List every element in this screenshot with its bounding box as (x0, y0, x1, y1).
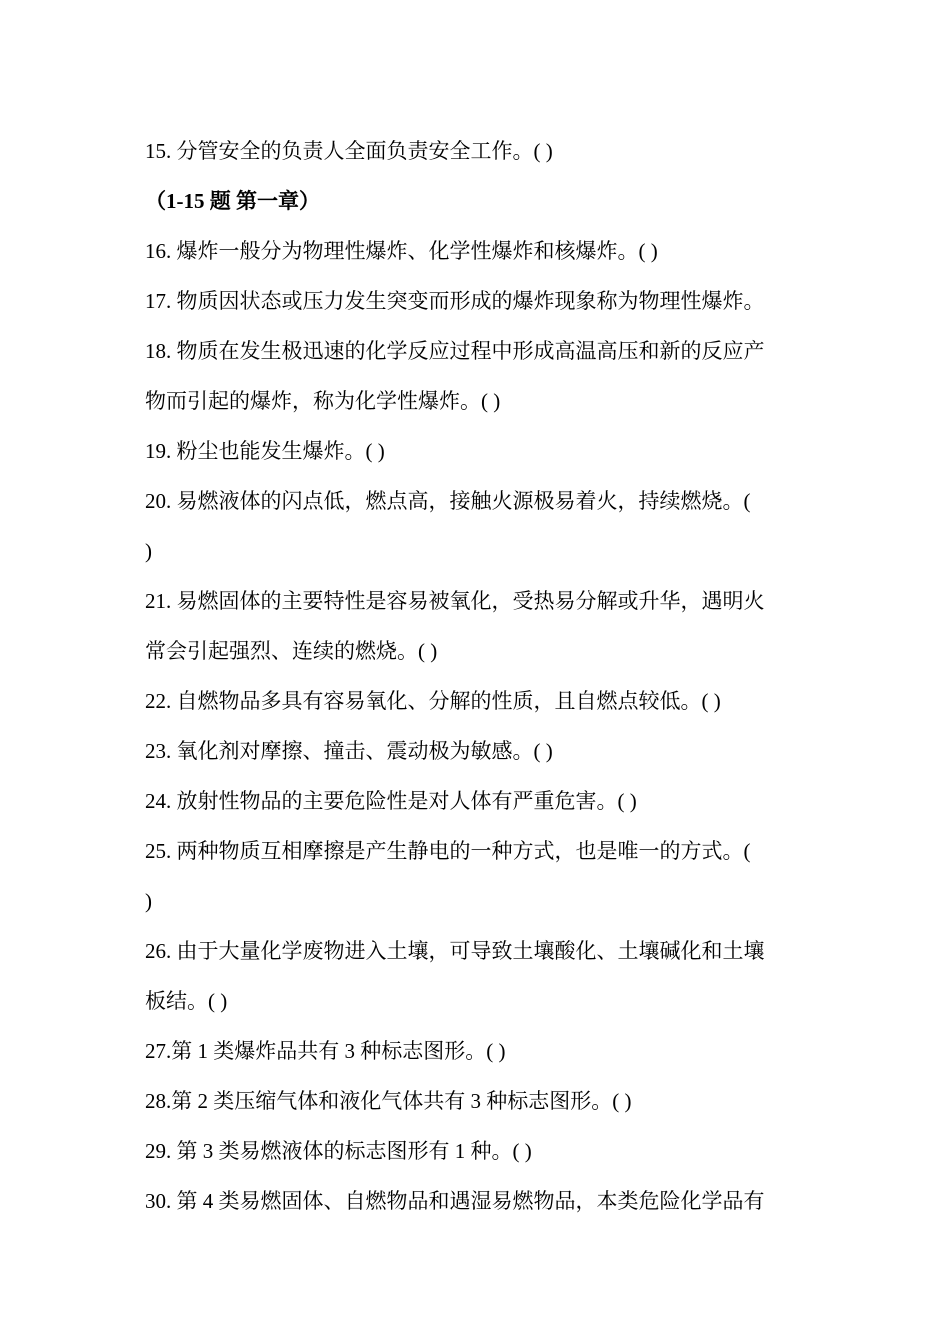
question-15: 15. 分管安全的负责人全面负责安全工作。( ) (145, 139, 553, 163)
question-18-line-1: 18. 物质在发生极迅速的化学反应过程中形成高温高压和新的反应产 (145, 339, 765, 363)
question-21-line-1: 21. 易燃固体的主要特性是容易被氧化，受热易分解或升华，遇明火 (145, 589, 765, 613)
question-17: 17. 物质因状态或压力发生突变而形成的爆炸现象称为物理性爆炸。 (145, 289, 765, 313)
question-19: 19. 粉尘也能发生爆炸。( ) (145, 439, 385, 463)
question-25-line-2: ) (145, 889, 152, 913)
document-body (145, 126, 810, 1226)
question-20-line-2: ) (145, 539, 152, 563)
question-30-line-1: 30. 第 4 类易燃固体、自燃物品和遇湿易燃物品，本类危险化学品有 (145, 1189, 765, 1213)
question-22: 22. 自燃物品多具有容易氧化、分解的性质，且自燃点较低。( ) (145, 689, 721, 713)
question-16: 16. 爆炸一般分为物理性爆炸、化学性爆炸和核爆炸。( ) (145, 239, 658, 263)
section-note: （1-15 题 第一章） (145, 189, 320, 213)
question-24: 24. 放射性物品的主要危险性是对人体有严重危害。( ) (145, 789, 637, 813)
question-23: 23. 氧化剂对摩擦、撞击、震动极为敏感。( ) (145, 739, 553, 763)
question-27: 27.第 1 类爆炸品共有 3 种标志图形。( ) (145, 1039, 506, 1063)
question-29: 29. 第 3 类易燃液体的标志图形有 1 种。( ) (145, 1139, 532, 1163)
question-26-line-1: 26. 由于大量化学废物进入土壤，可导致土壤酸化、土壤碱化和土壤 (145, 939, 765, 963)
question-26-line-2: 板结。( ) (145, 989, 228, 1013)
question-21-line-2: 常会引起强烈、连续的燃烧。( ) (145, 639, 438, 663)
question-20-line-1: 20. 易燃液体的闪点低，燃点高，接触火源极易着火，持续燃烧。( (145, 489, 751, 513)
question-28: 28.第 2 类压缩气体和液化气体共有 3 种标志图形。( ) (145, 1089, 632, 1113)
question-25-line-1: 25. 两种物质互相摩擦是产生静电的一种方式，也是唯一的方式。( (145, 839, 751, 863)
question-18-line-2: 物而引起的爆炸，称为化学性爆炸。( ) (145, 389, 501, 413)
